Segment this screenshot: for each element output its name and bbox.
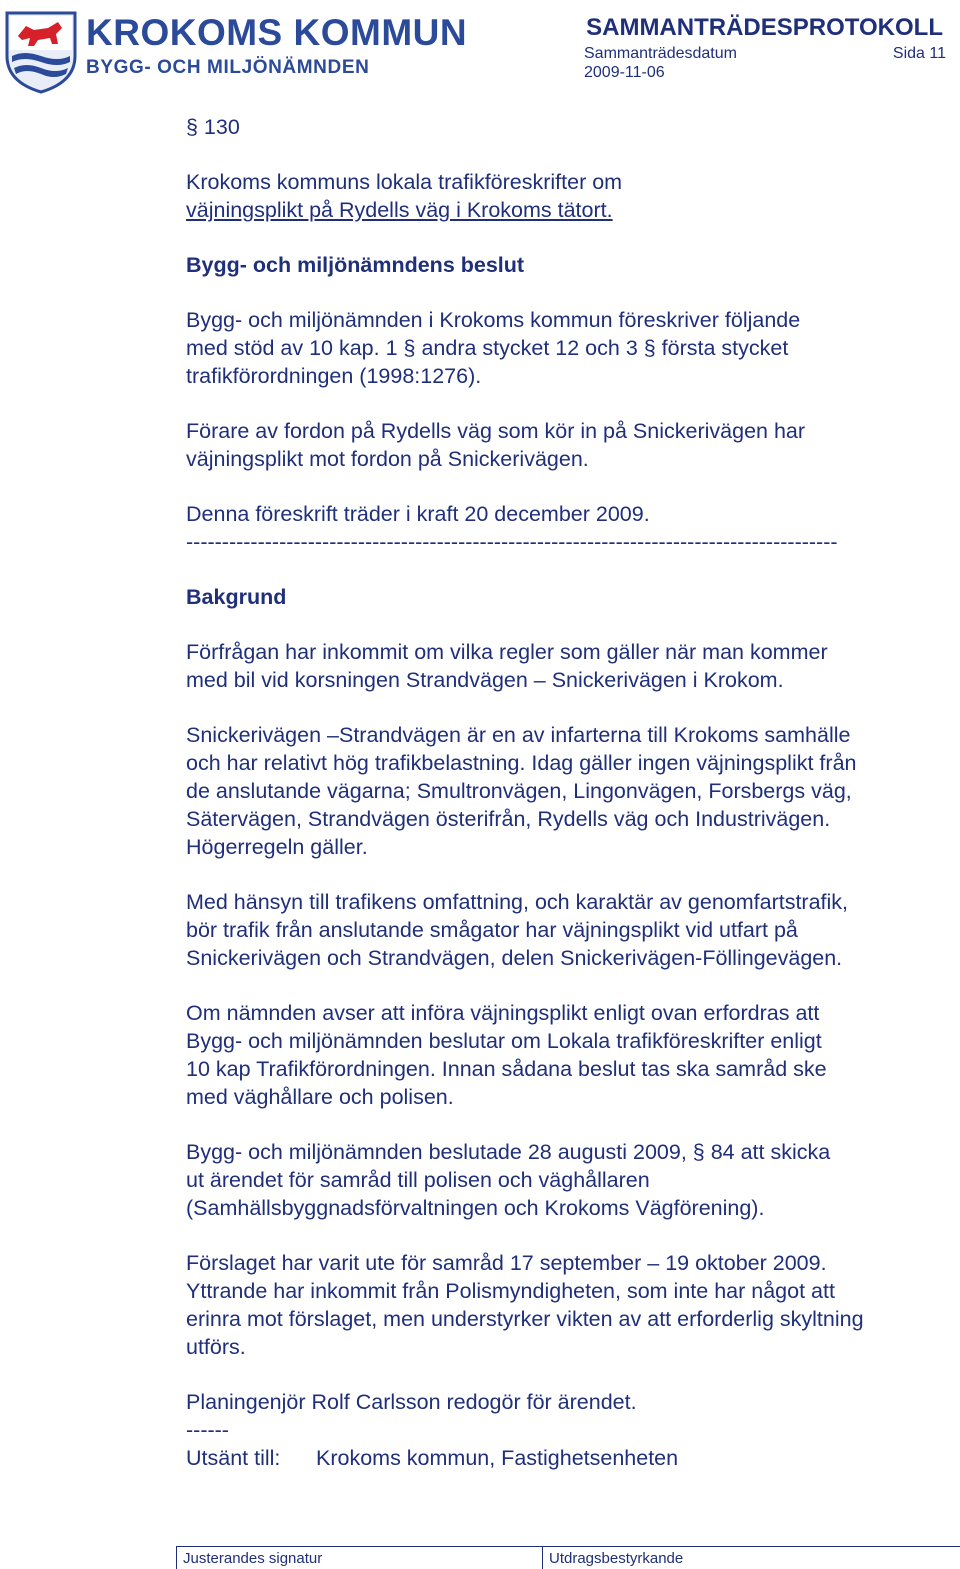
decision-text: med stöd av 10 kap. 1 § andra stycket 12 och 3 § första stycket: [186, 336, 789, 360]
separator-line: -------------------------------------------------------------------------------------------: [186, 530, 838, 554]
background-text: (Samhällsbyggnadsförvaltningen och Krokoms Vägförening).: [186, 1196, 765, 1220]
background-text: bör trafik från anslutande smågator har väjningsplikt vid utfart på: [186, 918, 798, 942]
adjuster-signature-cell: [176, 1547, 543, 1569]
background-text: Bygg- och miljönämnden beslutar om Lokala trafikföreskrifter enligt: [186, 1029, 822, 1053]
decision-text: väjningsplikt mot fordon på Snickerivägen.: [186, 447, 589, 471]
short-separator: ------: [186, 1418, 229, 1442]
background-text: Med hänsyn till trafikens omfattning, och karaktär av genomfartstrafik,: [186, 890, 849, 914]
decision-text: Bygg- och miljönämnden i Krokoms kommun föreskriver följande: [186, 308, 801, 332]
background-text: Bygg- och miljönämnden beslutade 28 augusti 2009, § 84 att skicka: [186, 1140, 831, 1164]
signature-footer: [176, 1546, 960, 1569]
background-text: med väghållare och polisen.: [186, 1085, 454, 1109]
meeting-date-label: Sammanträdesdatum: [584, 45, 737, 62]
extract-certification-label: Utdragsbestyrkande: [549, 1550, 684, 1567]
background-text: Snickerivägen –Strandvägen är en av infarterna till Krokoms samhälle: [186, 723, 851, 747]
background-text: Förfrågan har inkommit om vilka regler som gäller när man kommer: [186, 640, 828, 664]
background-text: Snickerivägen och Strandvägen, delen Snickerivägen-Föllingevägen.: [186, 946, 843, 970]
adjuster-signature-label: Justerandes signatur: [183, 1550, 323, 1567]
section-title-line-2: väjningsplikt på Rydells väg i Krokoms tätort.: [186, 198, 613, 222]
background-text: 10 kap Trafikförordningen. Innan sådana beslut tas ska samråd ske: [186, 1057, 827, 1081]
decision-text: Förare av fordon på Rydells väg som kör in på Snickerivägen har: [186, 419, 806, 443]
background-heading: Bakgrund: [186, 585, 287, 609]
background-text: Förslaget har varit ute för samråd 17 september – 19 oktober 2009.: [186, 1251, 827, 1275]
distribution-recipient: Krokoms kommun, Fastighetsenheten: [316, 1446, 679, 1470]
municipality-logo: [4, 10, 468, 96]
distribution-label: Utsänt till:: [186, 1446, 281, 1470]
section-title-line-1: Krokoms kommuns lokala trafikföreskrifter om: [186, 170, 623, 194]
background-text: de anslutande vägarna; Smultronvägen, Lingonvägen, Forsbergs väg,: [186, 779, 852, 803]
document-type: SAMMANTRÄDESPROTOKOLL: [586, 14, 943, 41]
background-text: och har relativt hög trafikbelastning. Idag gäller ingen väjningsplikt från: [186, 751, 857, 775]
background-text: Högerregeln gäller.: [186, 835, 368, 859]
distribution-row: [186, 1444, 956, 1472]
brand-name: KROKOMS KOMMUN: [86, 12, 468, 53]
meeting-date: 2009-11-06: [584, 64, 665, 81]
background-text: Yttrande har inkommit från Polismyndigheten, som inte har något att: [186, 1279, 835, 1303]
background-text: Om nämnden avser att införa väjningsplikt enligt ovan erfordras att: [186, 1001, 820, 1025]
page-number: Sida 11: [892, 45, 946, 62]
coat-of-arms-icon: [4, 10, 78, 94]
protocol-body: [186, 113, 956, 1472]
extract-certification-cell: [542, 1547, 960, 1569]
decision-heading: Bygg- och miljönämndens beslut: [186, 253, 525, 277]
background-text: erinra mot förslaget, men understyrker vikten av att erforderlig skyltning: [186, 1307, 864, 1331]
background-text: utförs.: [186, 1335, 246, 1359]
section-number: § 130: [186, 115, 240, 139]
background-text: med bil vid korsningen Strandvägen – Snickerivägen i Krokom.: [186, 668, 784, 692]
decision-text: Denna föreskrift träder i kraft 20 december 2009.: [186, 502, 650, 526]
background-text: Planingenjör Rolf Carlsson redogör för ärendet.: [186, 1390, 637, 1414]
brand-subtitle: BYGG- OCH MILJÖNÄMNDEN: [86, 57, 370, 78]
background-text: Sätervägen, Strandvägen österifrån, Rydells väg och Industrivägen.: [186, 807, 831, 831]
background-text: ut ärendet för samråd till polisen och väghållaren: [186, 1168, 650, 1192]
decision-text: trafikförordningen (1998:1276).: [186, 364, 482, 388]
